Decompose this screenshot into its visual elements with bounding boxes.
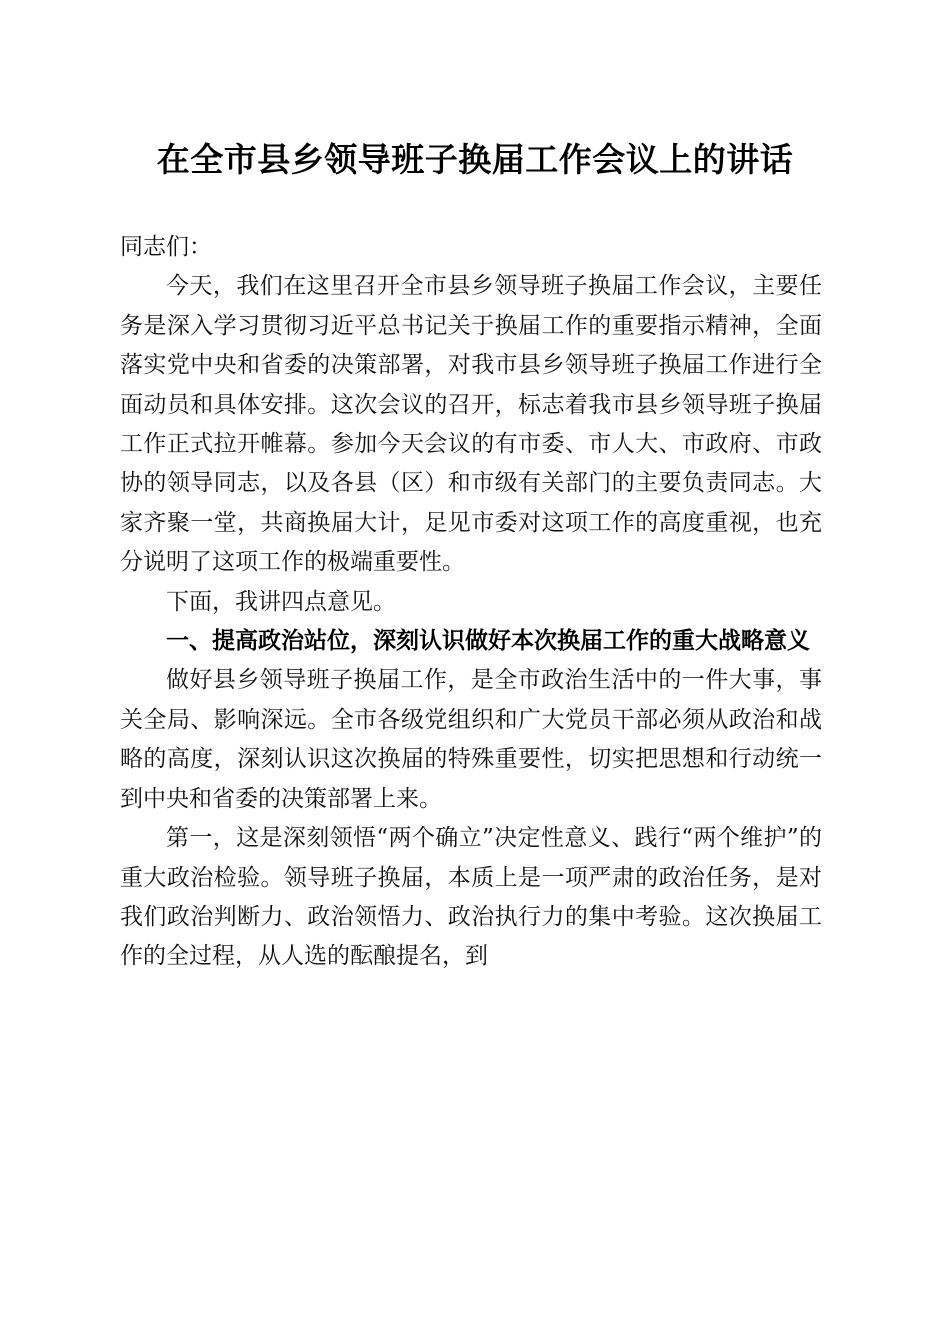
paragraph-point-1: 第一，这是深刻领悟“两个确立”决定性意义、践行“两个维护”的重大政治检验。领导班子换届，本质上是一项严肃的政治任务，是对我们政治判断力、政治领悟力、政治执行力的集中考验。这次换届工作的全过程，从人选的酝酿提名，到 [120,825,822,970]
paragraph-opening: 今天，我们在这里召开全市县乡领导班子换届工作会议，主要任务是深入学习贯彻习近平总书记关于换届工作的重要指示精神，全面落实党中央和省委的决策部署，对我市县乡领导班子换届工作进行全面动员和具体安排。这次会议的召开，标志着我市县乡领导班子换届工作正式拉开帷幕。参加今天会议的有市委、市人大、市政府、市政协的领导同志，以及各县（区）和市级有关部门的主要负责同志。大家齐聚一堂，共商换届大计，足见市委对这项工作的高度重视，也充分说明了这项工作的极端重要性。 [120,273,822,576]
document-body [120,228,822,977]
salutation: 同志们： [120,234,212,260]
paragraph-section-1-intro: 做好县乡领导班子换届工作，是全市政治生活中的一件大事，事关全局、影响深远。全市各级党组织和广大党员干部必须从政治和战略的高度，深刻认识这次换届的特殊重要性，切实把思想和行动统一到中央和省委的决策部署上来。 [120,667,822,812]
section-heading-1: 一、提高政治站位，深刻认识做好本次换届工作的重大战略意义 [166,628,810,655]
paragraph-outline: 下面，我讲四点意见。 [166,588,396,615]
document-title: 在全市县乡领导班子换届工作会议上的讲话 [156,140,794,179]
